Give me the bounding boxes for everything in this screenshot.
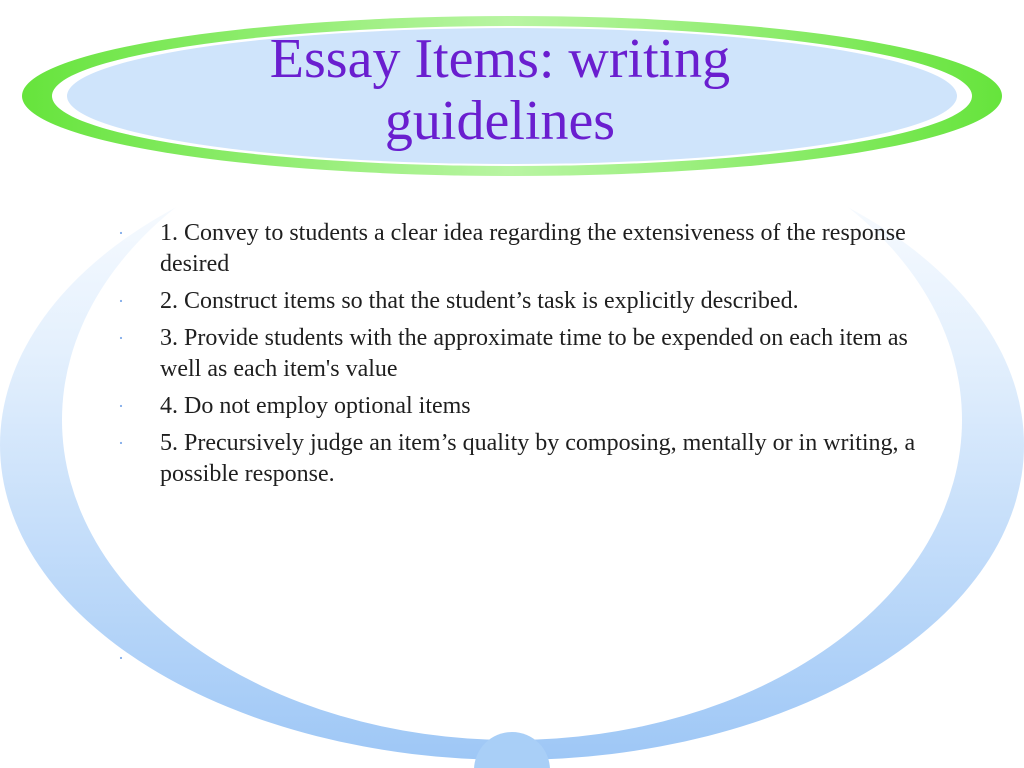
slide-title: Essay Items: writing guidelines [269, 28, 731, 152]
list-item [118, 286, 918, 317]
bullet-dot-icon: · [118, 223, 124, 243]
bullet-dot-icon: · [118, 396, 124, 416]
list-item-text: 5. Precursively judge an item’s quality by composing, mentally or in writing, a possible response. [160, 430, 916, 487]
bullet-dot-icon: · [118, 433, 124, 453]
list-item [118, 218, 918, 280]
empty-bullet-dot-icon: · [118, 648, 124, 668]
list-item-text: 2. Construct items so that the student’s task is explicitly described. [160, 288, 799, 314]
list-item [118, 428, 918, 490]
list-item [118, 323, 918, 385]
list-item-text: 4. Do not employ optional items [160, 393, 471, 419]
bullet-dot-icon: · [118, 291, 124, 311]
bullet-dot-icon: · [118, 328, 124, 348]
list-item [118, 391, 918, 422]
list-item-text: 3. Provide students with the approximate time to be expended on each item as well as each item's value [160, 325, 908, 382]
bullet-list [118, 218, 918, 496]
list-item-text: 1. Convey to students a clear idea regarding the extensiveness of the response desired [160, 220, 906, 277]
